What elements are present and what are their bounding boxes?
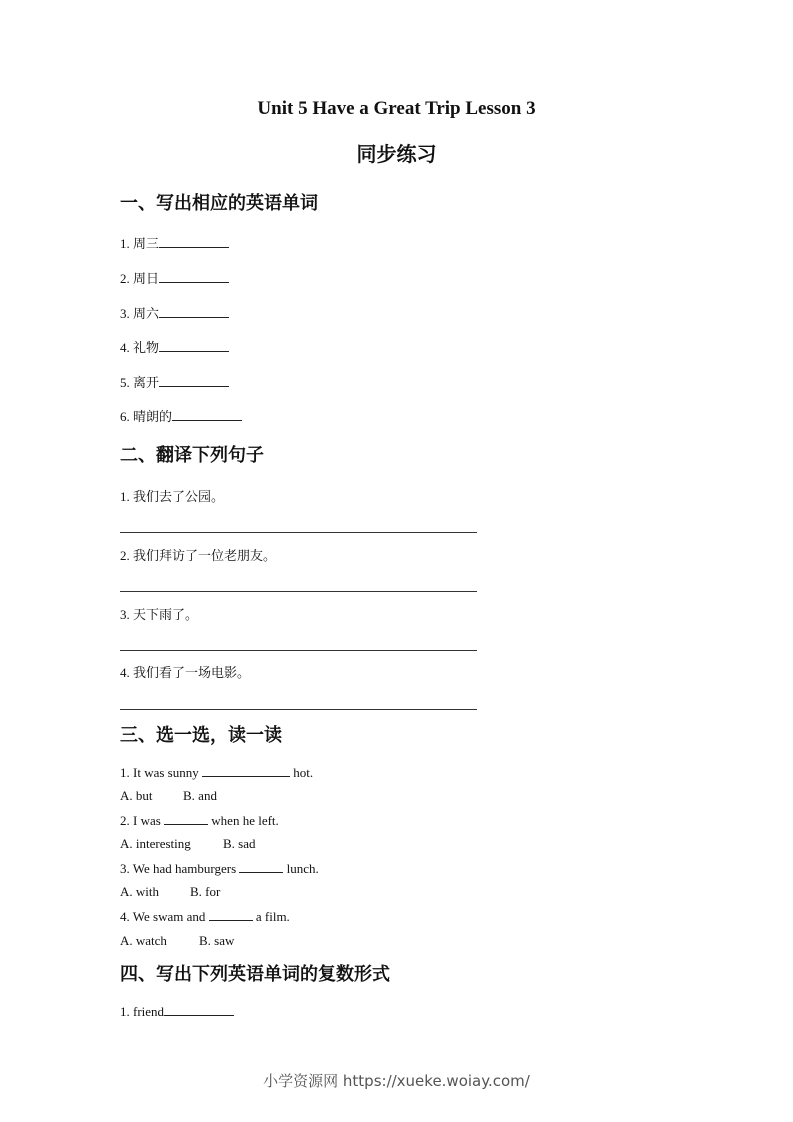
answer-line[interactable] <box>120 591 477 592</box>
s4-item-1: 1. friend <box>120 1003 234 1020</box>
option-a[interactable]: A. interesting <box>120 836 191 851</box>
section2-heading: 二、翻译下列句子 <box>120 445 264 466</box>
page-title: Unit 5 Have a Great Trip Lesson 3 <box>257 98 536 119</box>
option-a[interactable]: A. with <box>120 884 159 899</box>
s3-options-4 <box>120 933 320 949</box>
s1-item-1: 1. 周三 <box>120 233 229 252</box>
s1-item-4: 4. 礼物 <box>120 337 229 356</box>
section4-heading: 四、写出下列英语单词的复数形式 <box>120 964 390 985</box>
s3-question-1: 1. It was sunny hot. <box>120 765 314 780</box>
option-b[interactable]: B. sad <box>223 836 256 851</box>
s3-options-1 <box>120 788 320 804</box>
answer-blank[interactable] <box>209 908 253 921</box>
s2-item-1: 1. 我们去了公园。 <box>120 489 225 505</box>
footer-watermark: 小学资源网 https://xueke.woiay.com/ <box>263 1072 530 1090</box>
answer-blank[interactable] <box>159 235 229 248</box>
s1-item-2: 2. 周日 <box>120 268 229 287</box>
section1-heading: 一、写出相应的英语单词 <box>120 193 318 214</box>
page-subtitle: 同步练习 <box>356 142 437 166</box>
s3-question-4: 4. We swam and a film. <box>120 909 290 924</box>
s2-item-3: 3. 天下雨了。 <box>120 607 199 623</box>
answer-blank[interactable] <box>159 270 229 283</box>
answer-blank[interactable] <box>172 408 242 421</box>
answer-blank[interactable] <box>164 1003 234 1016</box>
s2-item-4: 4. 我们看了一场电影。 <box>120 665 251 681</box>
s1-item-3: 3. 周六 <box>120 303 229 322</box>
s3-options-2 <box>120 836 320 852</box>
section3-heading: 三、选一选，读一读 <box>120 725 282 746</box>
option-a[interactable]: A. but <box>120 788 153 803</box>
s3-question-3: 3. We had hamburgers lunch. <box>120 861 319 876</box>
s2-item-2: 2. 我们拜访了一位老朋友。 <box>120 548 277 564</box>
s3-question-2: 2. I was when he left. <box>120 813 279 828</box>
answer-line[interactable] <box>120 709 477 710</box>
s3-options-3 <box>120 884 320 900</box>
answer-blank[interactable] <box>159 305 229 318</box>
option-b[interactable]: B. for <box>190 884 221 899</box>
option-b[interactable]: B. and <box>183 788 217 803</box>
option-b[interactable]: B. saw <box>199 933 235 948</box>
s1-item-5: 5. 离开 <box>120 372 229 391</box>
answer-blank[interactable] <box>159 339 229 352</box>
answer-line[interactable] <box>120 650 477 651</box>
answer-blank[interactable] <box>164 812 208 825</box>
answer-line[interactable] <box>120 532 477 533</box>
answer-blank[interactable] <box>202 764 290 777</box>
s1-item-6: 6. 晴朗的 <box>120 406 242 425</box>
answer-blank[interactable] <box>159 374 229 387</box>
answer-blank[interactable] <box>239 860 283 873</box>
option-a[interactable]: A. watch <box>120 933 167 948</box>
